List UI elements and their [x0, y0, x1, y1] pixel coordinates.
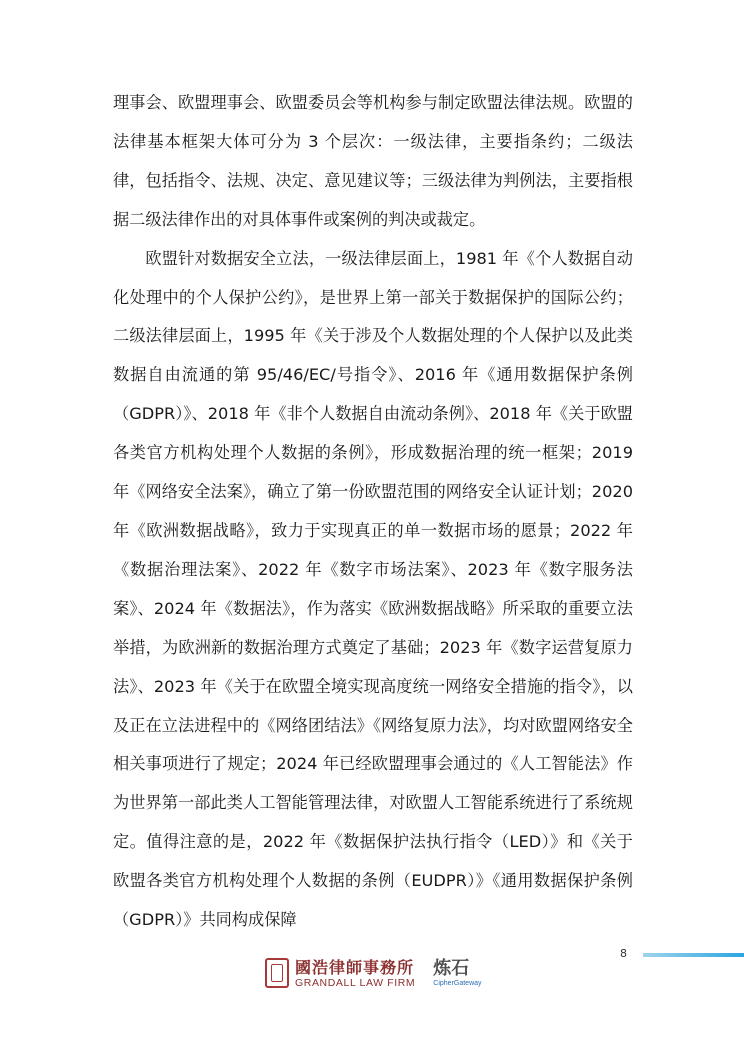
ciphergateway-logo — [433, 959, 481, 988]
grandall-logo — [295, 958, 415, 989]
grandall-seal-icon — [265, 958, 289, 988]
page-number-bar — [643, 953, 744, 957]
document-body — [113, 84, 633, 940]
paragraph-data-security-legislation: 欧盟针对数据安全立法，一级法律层面上，1981 年《个人数据自动化处理中的个人保护公约》，是世界上第一部关于数据保护的国际公约；二级法律层面上，1995 年《关于涉及个人数据处理的个人保护以及此类数据自由流通的第 95/46/EC/号指令》、2016 年《通用数据保护条例（GDPR）》、2018 年《非个人数据自由流动条例》、2018 年《关于欧盟各类官方机构处理个人数据的条例》，形成数据治理的统一框架；2019 年《网络安全法案》，确立了第一份欧盟范围的网络安全认证计划；2020 年《欧洲数据战略》，致力于实现真正的单一数据市场的愿景；2022 年《数据治理法案》、2022 年《数字市场法案》、2023 年《数字服务法案》、2024 年《数据法》，作为落实《欧洲数据战略》所采取的重要立法举措，为欧洲新的数据治理方式奠定了基础；2023 年《数字运营复原力法》、2023 年《关于在欧盟全境实现高度统一网络安全措施的指令》，以及正在立法进程中的《网络团结法》《网络复原力法》，均对欧盟网络安全相关事项进行了规定；2024 年已经欧盟理事会通过的《人工智能法》作为世界第一部此类人工智能管理法律，对欧盟人工智能系统进行了系统规定。值得注意的是，2022 年《数据保护法执行指令（LED）》和《关于欧盟各类官方机构处理个人数据的条例（EUDPR）》《通用数据保护条例（GDPR）》共同构成保障 — [113, 248, 633, 930]
firm-name-en: GRANDALL LAW FIRM — [295, 976, 416, 989]
firm-name-cn: 國浩律師事務所 — [295, 957, 415, 977]
footer-logos — [265, 955, 482, 991]
page-number: 8 — [620, 947, 627, 960]
paragraph-legal-framework: 理事会、欧盟理事会、欧盟委员会等机构参与制定欧盟法律法规。欧盟的法律基本框架大体可分为 3 个层次：一级法律，主要指条约；二级法律，包括指令、法规、决定、意见建议等；三级法律为判例法，主要指根据二级法律作出的对具体事件或案例的判决或裁定。 — [113, 93, 633, 229]
partner-name-cn: 炼石 — [433, 957, 470, 979]
partner-name-en: CipherGateway — [433, 979, 482, 987]
